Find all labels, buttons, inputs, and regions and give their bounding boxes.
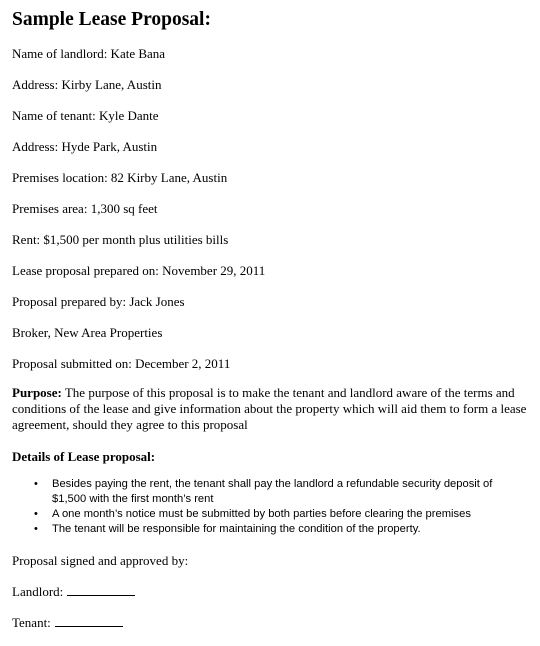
landlord-name-field: Name of landlord: Kate Bana bbox=[12, 46, 166, 61]
tenant-signature-line bbox=[12, 615, 532, 631]
tenant-address-field: Address: Hyde Park, Austin bbox=[12, 139, 158, 154]
details-heading: Details of Lease proposal: bbox=[12, 449, 156, 464]
list-item bbox=[12, 507, 512, 522]
purpose-label: Purpose: bbox=[12, 385, 62, 400]
premises-area-field: Premises area: 1,300 sq feet bbox=[12, 201, 158, 216]
landlord-signature-line bbox=[12, 584, 532, 600]
list-item-text: Besides paying the rent, the tenant shall pay the landlord a refundable security deposit of $1,500 with the first month’s rent bbox=[52, 478, 493, 505]
tenant-name-field: Name of tenant: Kyle Dante bbox=[12, 108, 159, 123]
broker-field: Broker, New Area Properties bbox=[12, 325, 163, 340]
details-list bbox=[12, 477, 532, 537]
list-item bbox=[12, 522, 512, 537]
list-item bbox=[12, 477, 512, 507]
bullet-icon: • bbox=[34, 508, 38, 520]
signed-approved-text: Proposal signed and approved by: bbox=[12, 553, 189, 568]
lease-proposal-document bbox=[12, 8, 532, 646]
bullet-icon: • bbox=[34, 523, 38, 535]
landlord-label: Landlord: bbox=[12, 584, 64, 599]
landlord-address-field: Address: Kirby Lane, Austin bbox=[12, 77, 162, 92]
tenant-label: Tenant: bbox=[12, 615, 51, 630]
list-item-text: The tenant will be responsible for maintaining the condition of the property. bbox=[52, 523, 421, 535]
prepared-by-field: Proposal prepared by: Jack Jones bbox=[12, 294, 185, 309]
prepared-on-field: Lease proposal prepared on: November 29, 2011 bbox=[12, 263, 266, 278]
premises-location-field: Premises location: 82 Kirby Lane, Austin bbox=[12, 170, 228, 185]
landlord-blank bbox=[67, 584, 135, 596]
purpose-text: The purpose of this proposal is to make the tenant and landlord aware of the terms and conditions of the lease and give information about the property which will aid them to form a lease agreement, should they agree to this proposal bbox=[12, 385, 527, 432]
purpose-paragraph bbox=[12, 385, 532, 433]
tenant-blank bbox=[55, 615, 123, 627]
bullet-icon: • bbox=[34, 478, 38, 490]
rent-field: Rent: $1,500 per month plus utilities bills bbox=[12, 232, 229, 247]
submitted-on-field: Proposal submitted on: December 2, 2011 bbox=[12, 356, 231, 371]
list-item-text: A one month’s notice must be submitted by both parties before clearing the premises bbox=[52, 508, 471, 520]
document-title: Sample Lease Proposal: bbox=[12, 9, 211, 30]
